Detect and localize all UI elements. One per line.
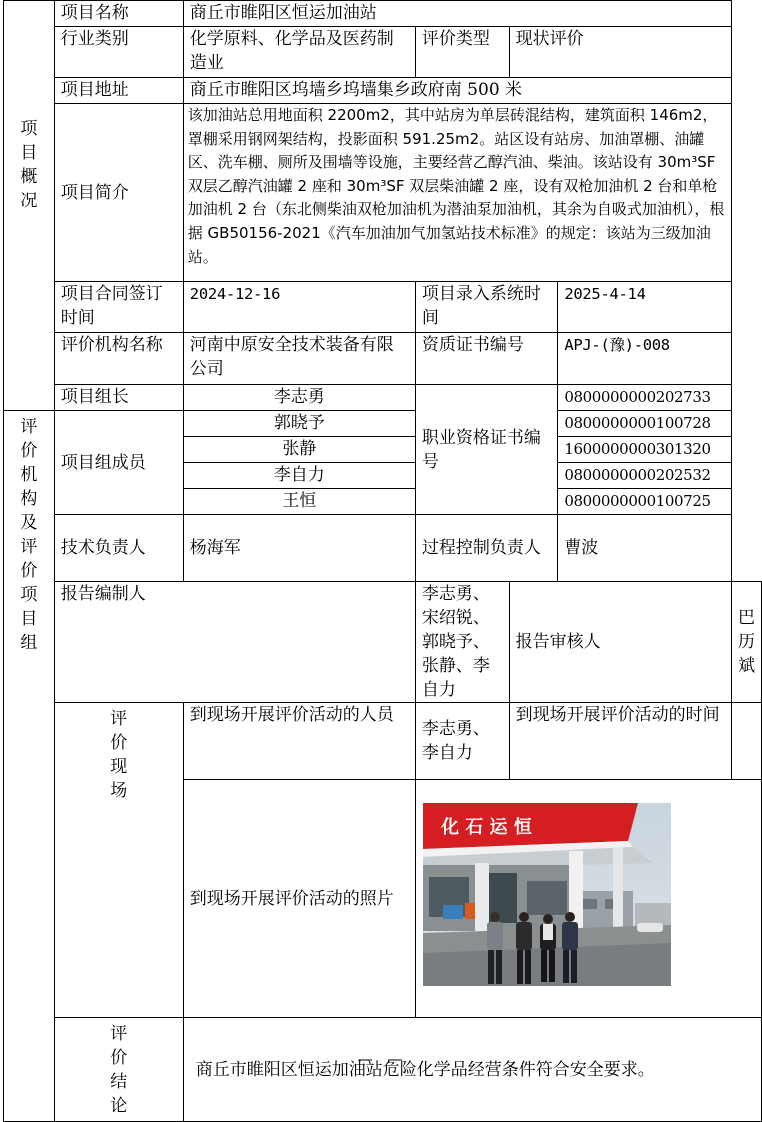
site-photo-cell <box>415 780 761 1018</box>
eval-type-value: 现状评价 <box>509 27 731 78</box>
overview-section-label: 项目概况 <box>4 1 55 411</box>
site-time-label: 到现场开展评价活动的时间 <box>509 703 731 780</box>
tech-lead-label: 技术负责人 <box>54 515 183 582</box>
members-label: 项目组成员 <box>54 411 183 515</box>
industry-label: 行业类别 <box>54 27 183 78</box>
contract-date-label: 项目合同签订时间 <box>54 282 183 333</box>
org-value: 河南中原安全技术装备有限公司 <box>183 333 415 385</box>
report-reviewer-value: 巴历斌 <box>732 582 762 703</box>
agency-section-label: 评价机构及评价项目组 <box>4 411 55 1122</box>
process-lead-value: 曹波 <box>558 515 732 582</box>
evaluation-info-table <box>3 0 762 1122</box>
address-label: 项目地址 <box>54 78 183 104</box>
summary-value: 该加油站总用地面积 2200m2，其中站房为单层砖混结构，建筑面积 146m2，罩棚采用钢网架结构，投影面积 591.25m2。站区设有站房、加油罩棚、油罐区、洗车棚、厕所及围墙等设施，主要经营乙醇汽油、柴油。该站设有 30m³SF 双层乙醇汽油罐 2 座和 30m³SF 双层柴油罐 2 座，设有双枪加油机 2 台和单枪加油机 2 台（东北侧柴油双枪加油机为潜油泵加油机，其余为自吸式加油机），根据 GB50156-2021《汽车加油加气加氢站技术标准》的规定：该站为三级加油站。 <box>183 104 731 282</box>
project-name-label: 项目名称 <box>54 1 183 27</box>
tech-lead-value: 杨海军 <box>183 515 415 582</box>
team-member-name: 张静 <box>183 437 415 463</box>
site-people-value: 李志勇、李自力 <box>415 703 509 780</box>
leader-label: 项目组长 <box>54 385 183 411</box>
team-member-name: 李志勇 <box>183 385 415 411</box>
team-member-name: 李自力 <box>183 463 415 489</box>
conclusion-text: 商丘市睢阳区恒运加油站危险化学品经营条件符合安全要求。 <box>183 1018 761 1122</box>
industry-value: 化学原料、化学品及医药制造业 <box>183 27 415 78</box>
team-member-cert: 0800000000202532 <box>558 463 732 489</box>
team-member-cert: 0800000000100728 <box>558 411 732 437</box>
entry-date-label: 项目录入系统时间 <box>415 282 557 333</box>
process-lead-label: 过程控制负责人 <box>415 515 557 582</box>
team-member-cert: 1600000000301320 <box>558 437 732 463</box>
page-number-mark <box>350 1054 410 1062</box>
team-member-name: 王恒 <box>183 489 415 515</box>
org-label: 评价机构名称 <box>54 333 183 385</box>
team-member-name: 郭晓予 <box>183 411 415 437</box>
site-section-label: 评价现场 <box>54 703 183 1018</box>
summary-label: 项目简介 <box>54 104 183 282</box>
eval-type-label: 评价类型 <box>415 27 509 78</box>
conclusion-section-label: 评价结论 <box>54 1018 183 1122</box>
project-name-value: 商丘市睢阳区恒运加油站 <box>183 1 731 27</box>
entry-date-value: 2025-4-14 <box>558 282 732 333</box>
site-photo <box>423 803 671 986</box>
team-member-cert: 0800000000100725 <box>558 489 732 515</box>
site-photo-label: 到现场开展评价活动的照片 <box>183 780 415 1018</box>
report-author-label: 报告编制人 <box>54 582 415 703</box>
site-people-label: 到现场开展评价活动的人员 <box>183 703 415 780</box>
cert-value: APJ-(豫)-008 <box>558 333 732 385</box>
gas-station-photo <box>423 803 671 986</box>
cert-label: 资质证书编号 <box>415 333 557 385</box>
site-time-value <box>732 703 762 780</box>
canopy-sign-text: 化 石 运 恒 <box>440 817 532 838</box>
report-author-value: 李志勇、宋绍锐、郭晓予、张静、李自力 <box>415 582 509 703</box>
address-value: 商丘市睢阳区坞墙乡坞墙集乡政府南 500 米 <box>183 78 731 104</box>
qualification-label: 职业资格证书编号 <box>415 385 557 515</box>
contract-date-value: 2024-12-16 <box>183 282 415 333</box>
team-member-cert: 0800000000202733 <box>558 385 732 411</box>
report-reviewer-label: 报告审核人 <box>509 582 731 703</box>
